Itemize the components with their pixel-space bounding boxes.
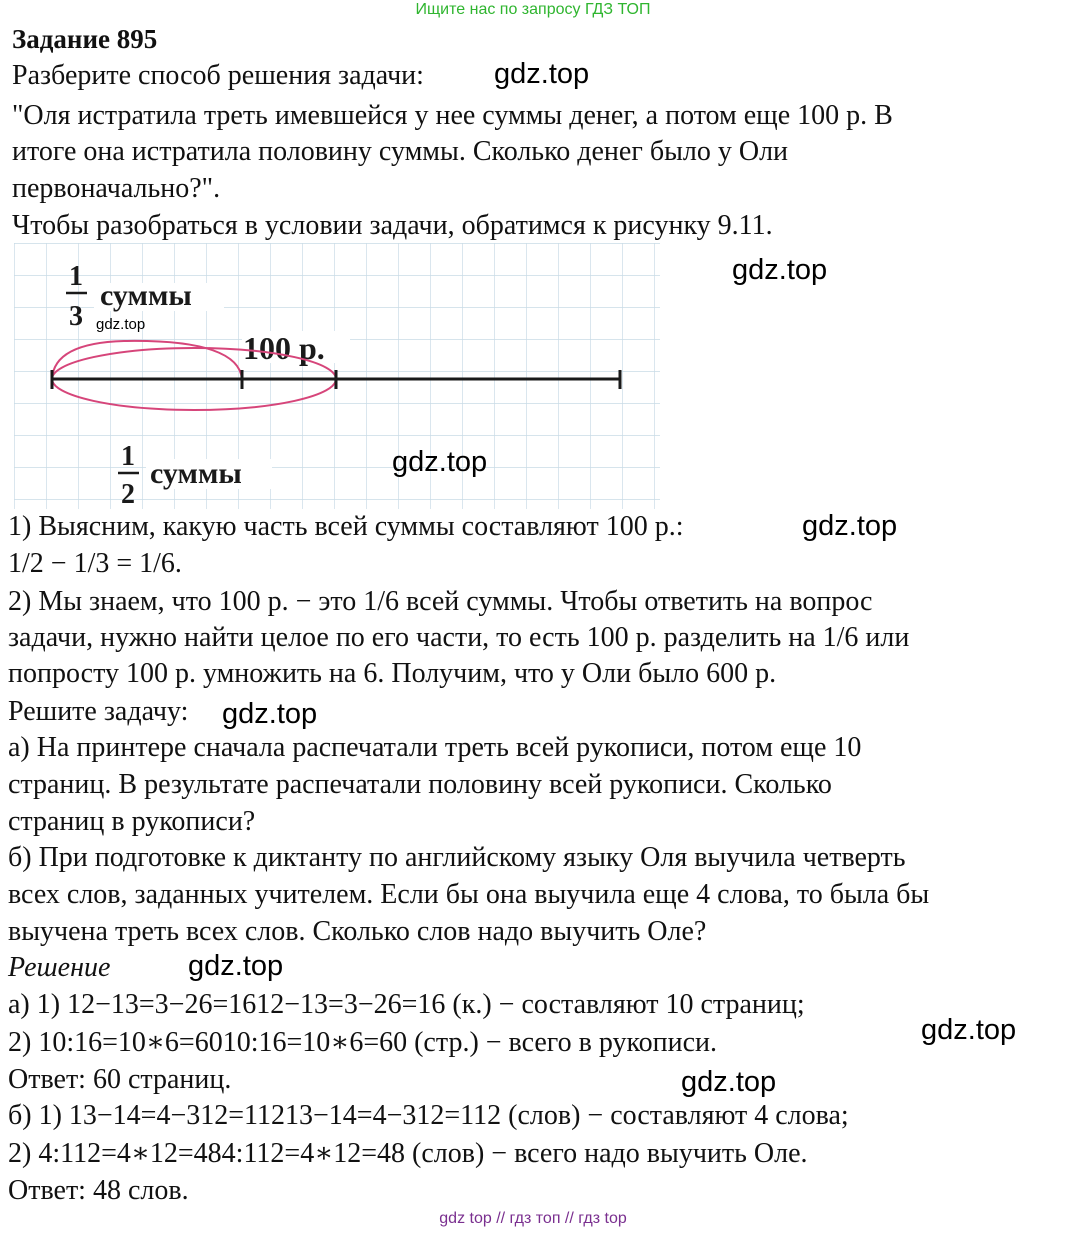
watermark: gdz.top xyxy=(494,58,590,90)
half-label: суммы xyxy=(150,457,242,490)
task-line: б) При подготовке к диктанту по английскому языку Оля выучила четверть xyxy=(8,842,906,873)
watermark: gdz.top xyxy=(222,698,318,730)
third-denominator: 3 xyxy=(69,301,83,332)
task-title: Задание 895 xyxy=(12,24,158,54)
third-label: суммы xyxy=(100,279,192,312)
task-line: всех слов, заданных учителем. Если бы она выучила еще 4 слова, то была бы xyxy=(8,879,930,910)
solution-line: 1) Выясним, какую часть всей суммы составляют 100 р.: xyxy=(8,511,684,542)
solution-line: задачи, нужно найти целое по его части, то есть 100 р. разделить на 1/6 или xyxy=(8,622,910,653)
half-numerator: 1 xyxy=(121,441,135,472)
solution-line: попросту 100 р. умножить на 6. Получим, что у Оли было 600 р. xyxy=(8,658,777,689)
task-line: страниц в рукописи? xyxy=(8,806,256,837)
solution-line: 1/2 − 1/3 = 1/6. xyxy=(8,548,182,579)
half-denominator: 2 xyxy=(121,479,135,509)
answer-line: 2) 10:16=10∗6=6010:16=10∗6=60 (стр.) − всего в рукописи. xyxy=(8,1027,718,1058)
answer-line: б) 1) 13−14=4−312=11213−14=4−312=112 (слов) − составляют 4 слова; xyxy=(8,1100,849,1131)
watermark: gdz.top xyxy=(921,1014,1017,1046)
problem-line: "Оля истратила треть имевшейся у нее суммы денег, а потом еще 100 р. В xyxy=(12,100,893,131)
watermark: gdz.top xyxy=(732,254,828,286)
top-banner[interactable]: Ищите нас по запросу ГДЗ ТОП xyxy=(415,1,651,18)
solve-heading: Решите задачу: xyxy=(8,696,189,727)
problem-line: первоначально?". xyxy=(12,173,221,204)
solution-heading: Решение xyxy=(8,952,111,983)
problem-line: итоге она истратила половину суммы. Сколько денег было у Оли xyxy=(12,136,789,167)
third-numerator: 1 xyxy=(69,261,83,292)
watermark: gdz.top xyxy=(802,510,898,542)
task-line: а) На принтере сначала распечатали треть всей рукописи, потом еще 10 xyxy=(8,732,862,763)
watermark: gdz.top xyxy=(392,446,488,478)
footer-links[interactable]: gdz top // гдз топ // гдз top xyxy=(439,1210,627,1227)
figure-9-11 xyxy=(14,243,660,509)
task-line: страниц. В результате распечатали половину всей рукописи. Сколько xyxy=(8,769,832,800)
intro-text: Разберите способ решения задачи: xyxy=(12,60,424,91)
watermark: gdz.top xyxy=(681,1066,777,1098)
solution-line: 2) Мы знаем, что 100 р. − это 1/6 всей суммы. Чтобы ответить на вопрос xyxy=(8,586,873,617)
watermark-small: gdz.top xyxy=(96,316,146,333)
watermark: gdz.top xyxy=(188,950,284,982)
answer-line: а) 1) 12−13=3−26=1612−13=3−26=16 (к.) − составляют 10 страниц; xyxy=(8,989,805,1020)
task-line: выучена треть всех слов. Сколько слов надо выучить Оле? xyxy=(8,916,707,947)
figure-reference: Чтобы разобраться в условии задачи, обратимся к рисунку 9.11. xyxy=(12,210,773,241)
answer-line: 2) 4:112=4∗12=484:112=4∗12=48 (слов) − всего надо выучить Оле. xyxy=(8,1138,808,1169)
answer-line: Ответ: 48 слов. xyxy=(8,1175,189,1206)
amount-label: 100 р. xyxy=(243,330,325,366)
answer-line: Ответ: 60 страниц. xyxy=(8,1064,232,1095)
